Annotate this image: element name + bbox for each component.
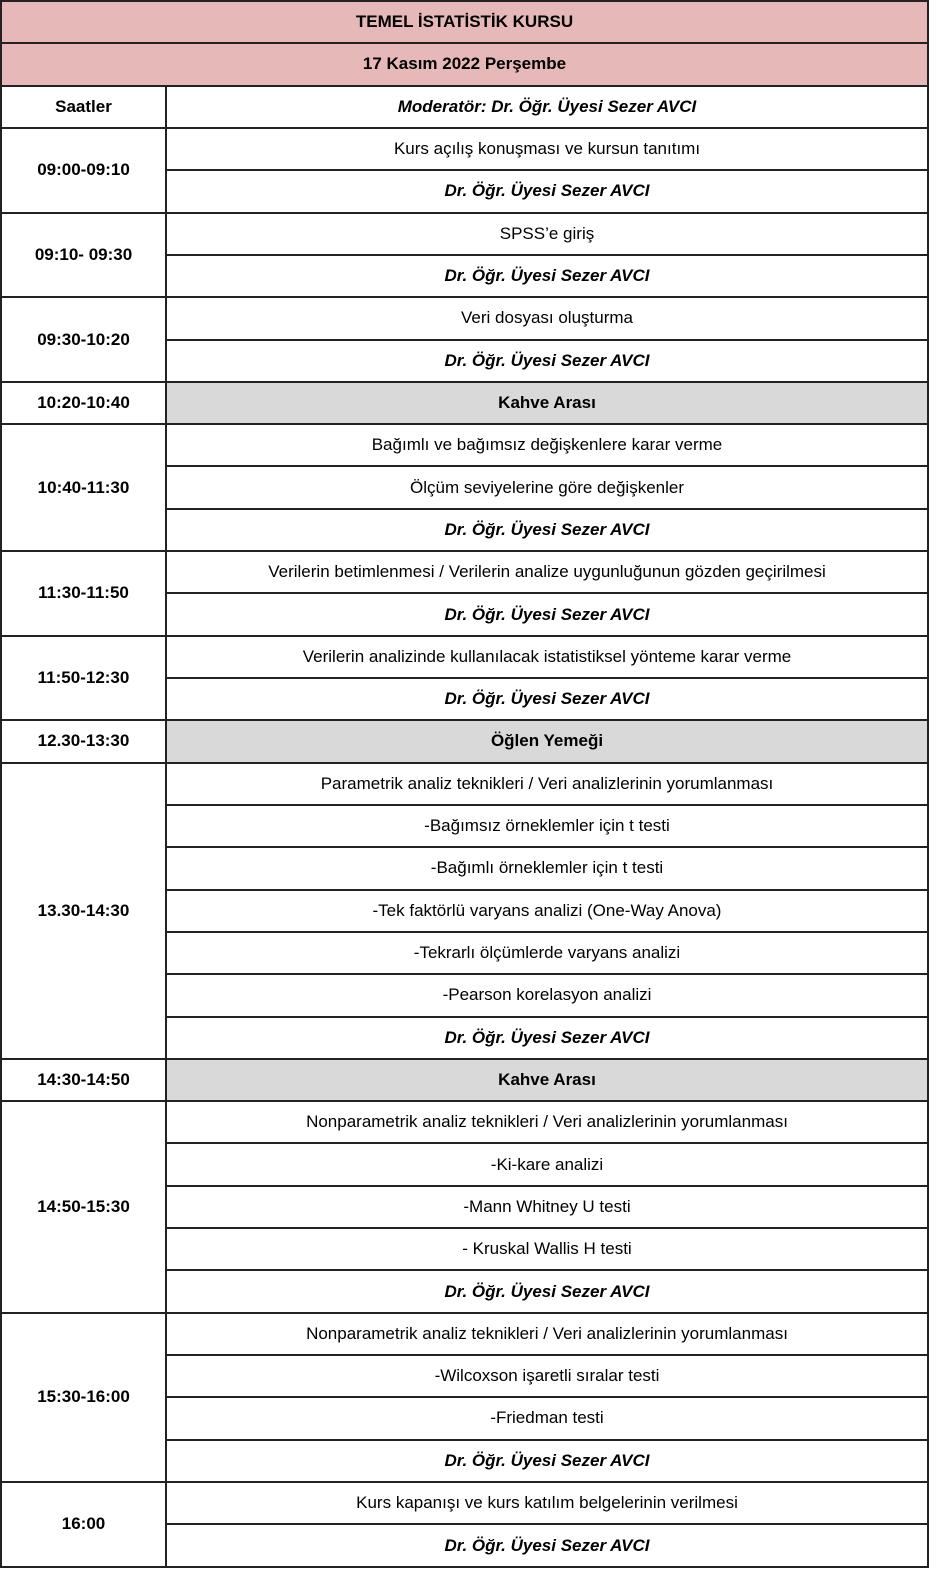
date-row [1,43,928,85]
session-topic: Nonparametrik analiz teknikleri / Veri analizlerinin yorumlanması [166,1101,928,1143]
session-row [1,1482,928,1524]
speaker-name: Dr. Öğr. Üyesi Sezer AVCI [166,509,928,551]
session-row [1,551,928,593]
schedule-body [1,1,928,1567]
break-label: Öğlen Yemeği [166,720,928,762]
column-header-row [1,86,928,128]
speaker-name: Dr. Öğr. Üyesi Sezer AVCI [166,170,928,212]
title-row [1,1,928,43]
session-topic: Verilerin analizinde kullanılacak istatistiksel yönteme karar verme [166,636,928,678]
session-topic: SPSS’e giriş [166,213,928,255]
session-time: 14:50-15:30 [1,1101,166,1313]
session-row [1,297,928,339]
break-label: Kahve Arası [166,1059,928,1101]
schedule-title: TEMEL İSTATİSTİK KURSU [1,1,928,43]
session-time: 13.30-14:30 [1,763,166,1059]
session-time: 16:00 [1,1482,166,1567]
session-row [1,1313,928,1355]
speaker-name: Dr. Öğr. Üyesi Sezer AVCI [166,1270,928,1312]
session-time: 09:30-10:20 [1,297,166,382]
session-topic: -Bağımsız örneklemler için t testi [166,805,928,847]
session-row [1,763,928,805]
speaker-name: Dr. Öğr. Üyesi Sezer AVCI [166,593,928,635]
session-row [1,128,928,170]
speaker-name: Dr. Öğr. Üyesi Sezer AVCI [166,255,928,297]
session-topic: -Mann Whitney U testi [166,1186,928,1228]
schedule-date: 17 Kasım 2022 Perşembe [1,43,928,85]
session-topic: Bağımlı ve bağımsız değişkenlere karar verme [166,424,928,466]
session-time: 14:30-14:50 [1,1059,166,1101]
session-topic: Parametrik analiz teknikleri / Veri analizlerinin yorumlanması [166,763,928,805]
session-time: 10:40-11:30 [1,424,166,551]
session-row [1,213,928,255]
session-time: 15:30-16:00 [1,1313,166,1482]
session-topic: Kurs açılış konuşması ve kursun tanıtımı [166,128,928,170]
session-topic: -Friedman testi [166,1397,928,1439]
session-time: 12.30-13:30 [1,720,166,762]
break-row [1,720,928,762]
session-topic: -Wilcoxson işaretli sıralar testi [166,1355,928,1397]
session-topic: Verilerin betimlenmesi / Verilerin analize uygunluğunun gözden geçirilmesi [166,551,928,593]
times-column-header: Saatler [1,86,166,128]
session-row [1,1101,928,1143]
speaker-name: Dr. Öğr. Üyesi Sezer AVCI [166,1440,928,1482]
speaker-name: Dr. Öğr. Üyesi Sezer AVCI [166,340,928,382]
session-time: 11:30-11:50 [1,551,166,636]
session-topic: -Ki-kare analizi [166,1143,928,1185]
session-row [1,424,928,466]
session-topic: Veri dosyası oluşturma [166,297,928,339]
session-topic: -Pearson korelasyon analizi [166,974,928,1016]
moderator-header: Moderatör: Dr. Öğr. Üyesi Sezer AVCI [166,86,928,128]
break-row [1,1059,928,1101]
speaker-name: Dr. Öğr. Üyesi Sezer AVCI [166,678,928,720]
session-topic: Ölçüm seviyelerine göre değişkenler [166,466,928,508]
session-topic: -Bağımlı örneklemler için t testi [166,847,928,889]
speaker-name: Dr. Öğr. Üyesi Sezer AVCI [166,1524,928,1567]
session-topic: - Kruskal Wallis H testi [166,1228,928,1270]
break-row [1,382,928,424]
session-time: 10:20-10:40 [1,382,166,424]
session-topic: Kurs kapanışı ve kurs katılım belgelerinin verilmesi [166,1482,928,1524]
session-time: 09:10- 09:30 [1,213,166,298]
session-topic: Nonparametrik analiz teknikleri / Veri analizlerinin yorumlanması [166,1313,928,1355]
session-time: 11:50-12:30 [1,636,166,721]
speaker-name: Dr. Öğr. Üyesi Sezer AVCI [166,1017,928,1059]
session-topic: -Tek faktörlü varyans analizi (One-Way Anova) [166,890,928,932]
session-topic: -Tekrarlı ölçümlerde varyans analizi [166,932,928,974]
break-label: Kahve Arası [166,382,928,424]
session-time: 09:00-09:10 [1,128,166,213]
session-row [1,636,928,678]
